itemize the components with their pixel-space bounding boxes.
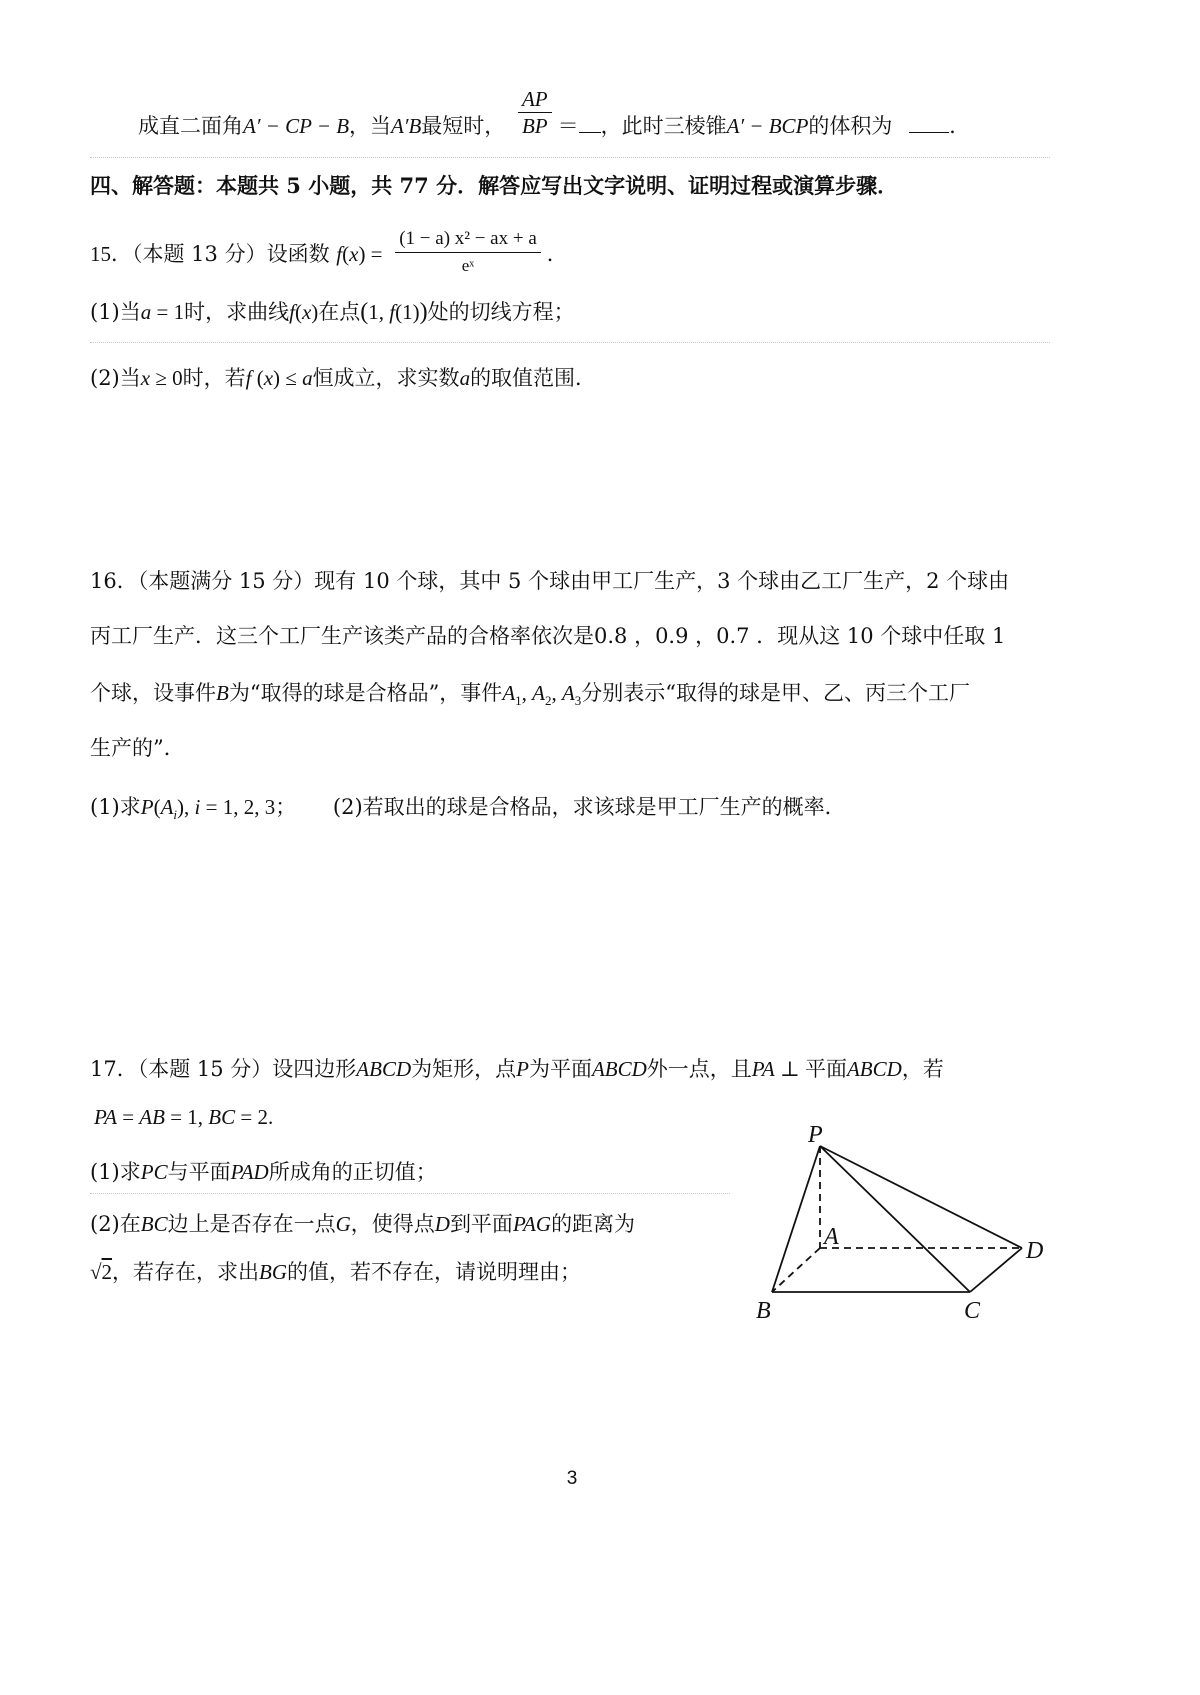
label-P: P [808, 1122, 823, 1148]
pyramid-figure [750, 1118, 1070, 1348]
divider [90, 1193, 730, 1194]
edge-PD [820, 1146, 1022, 1248]
q16-line4: 生产的”． [90, 736, 185, 760]
q17-line1: 17．（本题 15 分）设四边形ABCD为矩形，点P为平面ABCD外一点，且PA ⊥ 平面ABCD，若 [90, 1057, 944, 1081]
answer-blank-2 [909, 114, 949, 133]
label-D: D [1026, 1238, 1044, 1264]
edge-PB [772, 1146, 820, 1292]
q15-part1: (1)当a = 1时，求曲线f(x)在点(1, f(1))处的切线方程； [90, 299, 575, 325]
divider [90, 342, 1050, 343]
label-C: C [964, 1298, 981, 1324]
q17-line2: PA = AB = 1, BC = 2. [94, 1105, 274, 1129]
q17-part2: (2)在BC边上是否存在一点G，使得点D到平面PAG的距离为 [90, 1212, 636, 1236]
q15-function-fraction: $\frac{\text{(1 − a) x² − ax + a}}{\text{eˣ}}$ [395, 226, 541, 279]
q16-line2: 丙工厂生产．这三个工厂生产该类产品的合格率依次是0.8 ，0.9 ，0.7 ．现从这 10 个球中任取 1 [90, 624, 1006, 648]
divider [90, 157, 1050, 158]
label-B: B [756, 1298, 771, 1324]
q17-part1: (1)求PC与平面PAD所成角的正切值； [90, 1160, 437, 1184]
label-A: A [824, 1224, 839, 1250]
q14-continuation-line: 成直二面角A′ − CP − B，当A′B最短时， $\frac{AP}{BP}$ ＝ ，此时三棱锥A′ − BCP的体积为 . [138, 87, 956, 138]
q16-line3: 个球，设事件B为“取得的球是合格品”，事件$A_1$, $A_2$, $A_3$分别表示“取得的球是甲、乙、丙三个工厂 [90, 681, 971, 709]
ap-bp-fraction: $\frac{AP}{BP}$ [518, 86, 552, 139]
edge-PC [820, 1146, 970, 1292]
section-heading: 四、解答题：本题共 5 小题，共 77 分．解答应写出文字说明、证明过程或演算步骤． [90, 173, 899, 198]
q15-part2: (2)当x ≥ 0时，若f (x) ≤ a恒成立，求实数a的取值范围． [90, 366, 597, 390]
q16-parts: (1)求$P(A_i)$, i = 1, 2, 3； (2)若取出的球是合格品，求该球是甲工厂生产的概率． [90, 795, 846, 823]
q17-part2-cont: √2，若存在，求出BG的值，若不存在，请说明理由； [90, 1260, 582, 1284]
page-number: 3 [566, 1468, 578, 1489]
answer-blank-1 [579, 114, 601, 133]
edge-CD [970, 1248, 1022, 1292]
q15-statement: 15．（本题 13 分）设函数 f(x) = $\frac{\text{(1 − a) x² − ax + a}}{\text{eˣ}}$ ． [90, 232, 568, 279]
q16-line1: 16．（本题满分 15 分）现有 10 个球，其中 5 个球由甲工厂生产，3 个球由乙工厂生产，2 个球由 [90, 569, 1010, 593]
